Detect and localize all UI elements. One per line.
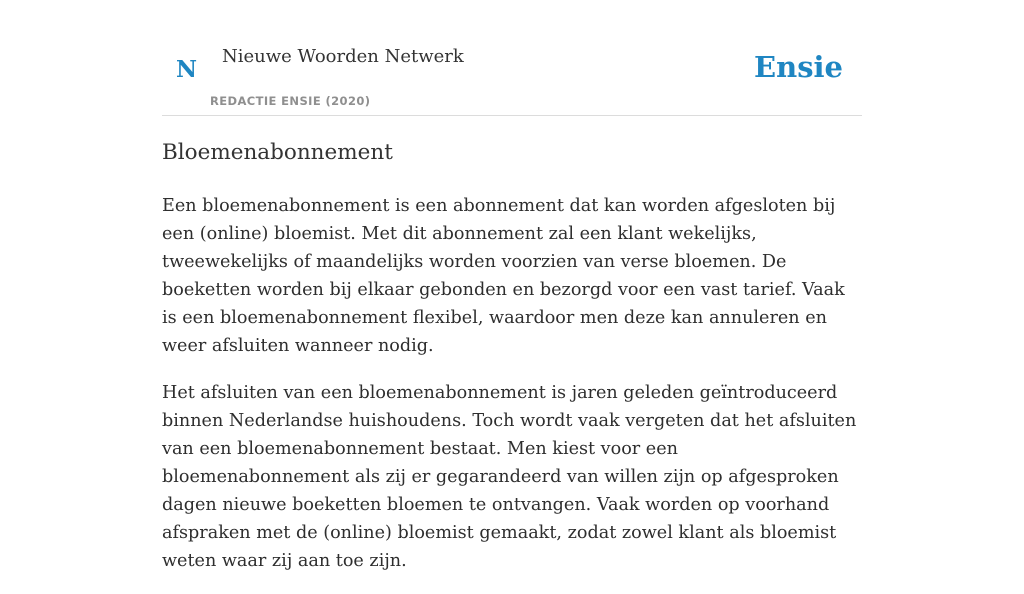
source-header (162, 0, 862, 116)
entry-definition (162, 192, 864, 594)
entry-term: Bloemenabonnement (162, 140, 393, 165)
brand-logo[interactable]: Ensie (754, 50, 843, 84)
source-logo: N (176, 56, 198, 83)
source-title[interactable]: Nieuwe Woorden Netwerk (222, 46, 464, 67)
definition-paragraph: Het afsluiten van een bloemenabonnement is jaren geleden geïntroduceerd binnen Nederlandse huishoudens. Toch wordt vaak vergeten dat het afsluiten van een bloemenabonnement bestaat. Men kiest voor een bloemenabonnement als zij er gegarandeerd van willen zijn op afgesproken dagen nieuwe boeketten bloemen te ontvangen. Vaak worden op voorhand afspraken met de (online) bloemist gemaakt, zodat zowel klant als bloemist weten waar zij aan toe zijn. (162, 383, 857, 571)
source-subtitle: REDACTIE ENSIE (2020) (210, 94, 371, 108)
definition-card (162, 0, 862, 571)
definition-paragraph: Een bloemenabonnement is een abonnement dat kan worden afgesloten bij een (online) bloemist. Met dit abonnement zal een klant wekelijks, tweewekelijks of maandelijks worden voorzien van verse bloemen. De boeketten worden bij elkaar gebonden en bezorgd voor een vast tarief. Vaak is een bloemenabonnement flexibel, waardoor men deze kan annuleren en weer afsluiten wanneer nodig. (162, 196, 845, 356)
